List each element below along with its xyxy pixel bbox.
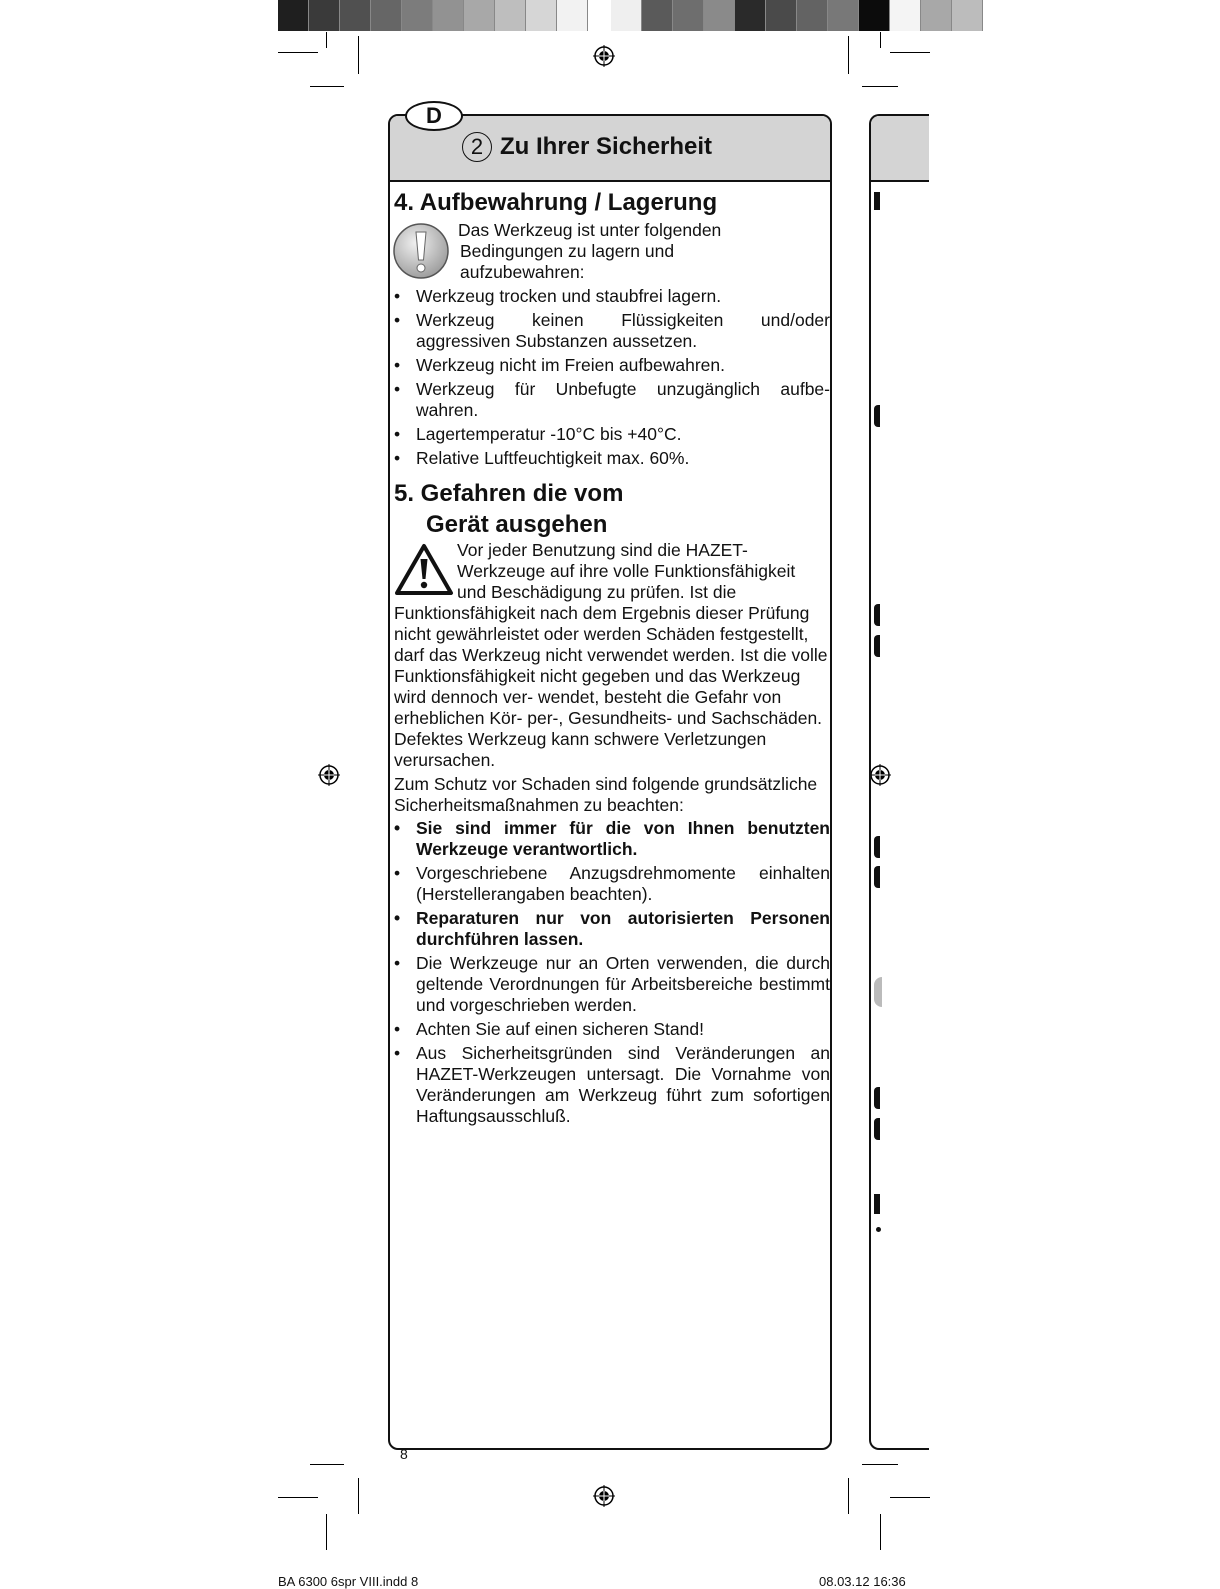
warning-triangle-icon	[394, 542, 454, 596]
color-swatch	[890, 0, 921, 31]
storage-intro-line: Bedingungen zu lagern und	[460, 241, 675, 261]
storage-intro-line: aufzubewahren:	[460, 262, 585, 282]
list-item: • Werkzeug nicht im Freien aufbewahren.	[394, 355, 830, 376]
list-item: • Relative Luftfeuchtigkeit max. 60%.	[394, 448, 830, 469]
color-swatch	[526, 0, 557, 31]
color-swatch	[371, 0, 402, 31]
crop-mark	[278, 1497, 318, 1498]
color-swatch	[704, 0, 735, 31]
section-header	[462, 132, 712, 162]
crop-mark	[310, 1464, 344, 1465]
list-item: • Die Werkzeuge nur an Orten verwenden, die durch geltende Verordnungen für Arbeitsbereiche bestimmt und vorgeschrieben werden.	[394, 953, 830, 1016]
color-swatch	[797, 0, 828, 31]
adjacent-page-fragment	[874, 836, 880, 858]
color-swatch	[859, 0, 890, 31]
section-title: Zu Ihrer Sicherheit	[500, 133, 713, 160]
hazard-warning-body: Funktionsfähigkeit nach dem Ergebnis dieser Prüfung nicht gewährleistet oder werden Schäden festgestellt, darf das Werkzeug nicht verwendet werden. Ist die volle Funktionsfähigkeit nicht gegeben und das Werkzeug wird dennoch ver- wendet, besteht die Gefahr von erheblichen Kör- per-, Gesundheits- und Sachschäden. Defektes Werkzeug kann schwere Verletzungen verursachen.	[394, 603, 828, 770]
storage-intro-line: Das Werkzeug ist unter folgenden	[458, 220, 722, 240]
color-swatch	[402, 0, 433, 31]
crop-mark	[880, 1514, 881, 1550]
adjacent-page-fragment	[874, 635, 880, 657]
hazards-heading	[394, 478, 830, 540]
color-swatch	[611, 0, 642, 31]
crop-mark	[278, 52, 318, 53]
crop-mark	[326, 32, 327, 48]
page-number: 8	[400, 1446, 408, 1462]
list-item: • Aus Sicherheitsgründen sind Veränderungen an HAZET-Werkzeugen untersagt. Die Vornahme von Veränderungen am Werkzeug führt zum sofortigen Haftungsausschluß.	[394, 1043, 830, 1127]
list-item: • Werkzeug für Unbefugte unzugänglich aufbe- wahren.	[394, 379, 830, 421]
adjacent-page-fragment	[874, 405, 880, 427]
crop-mark	[326, 1514, 327, 1550]
adjacent-page-fragment	[874, 192, 880, 210]
crop-mark	[358, 1478, 359, 1514]
list-item: • Reparaturen nur von autorisierten Personen durchführen lassen.	[394, 908, 830, 950]
adjacent-page-fragment	[874, 1194, 880, 1214]
color-swatch	[673, 0, 704, 31]
exclamation-circle-icon	[392, 222, 450, 280]
adjacent-page-fragment	[874, 1118, 880, 1140]
hazard-warning-line: und Beschädigung zu prüfen. Ist die	[457, 582, 737, 602]
color-swatch	[309, 0, 340, 31]
crop-mark	[862, 1464, 898, 1465]
crop-mark	[890, 1497, 930, 1498]
hazard-warning-line: Werkzeuge auf ihre volle Funktionsfähigkeit	[457, 561, 796, 581]
storage-heading: 4. Aufbewahrung / Lagerung	[394, 189, 718, 216]
hazards-section	[394, 478, 830, 1130]
hazard-warning	[394, 540, 830, 603]
color-swatch	[642, 0, 673, 31]
list-item: • Achten Sie auf einen sicheren Stand!	[394, 1019, 830, 1040]
color-swatch	[828, 0, 859, 31]
hazards-heading-line: 5. Gefahren die vom	[394, 480, 624, 507]
crop-mark	[310, 86, 344, 87]
crop-mark	[880, 32, 881, 48]
adjacent-page-fragment	[874, 866, 880, 888]
footer-timestamp: 08.03.12 16:36	[819, 1574, 906, 1589]
language-badge: D	[405, 101, 463, 131]
crop-mark	[848, 36, 849, 74]
registration-mark-icon	[593, 1485, 615, 1507]
color-swatch	[766, 0, 797, 31]
section-number: 2	[462, 132, 492, 162]
color-swatch	[278, 0, 309, 31]
color-swatch	[952, 0, 983, 31]
storage-intro-text	[458, 220, 721, 283]
protection-intro: Zum Schutz vor Schaden sind folgende grundsätzliche Sicherheitsmaßnahmen zu beachten:	[394, 774, 818, 815]
list-item: • Lagertemperatur -10°C bis +40°C.	[394, 424, 830, 445]
crop-mark	[848, 1478, 849, 1514]
adjacent-page-fragment	[876, 1227, 881, 1232]
registration-mark-icon	[318, 764, 340, 786]
footer-file-info: BA 6300 6spr VIII.indd 8	[278, 1574, 419, 1589]
crop-mark	[862, 86, 898, 87]
list-item: • Vorgeschriebene Anzugsdrehmomente einhalten (Herstellerangaben beachten).	[394, 863, 830, 905]
hazard-warning-line: Vor jeder Benutzung sind die HAZET-	[457, 540, 748, 560]
color-swatch	[340, 0, 371, 31]
crop-mark	[358, 36, 359, 74]
adjacent-page-fragment	[874, 1087, 880, 1109]
color-swatch	[557, 0, 588, 31]
hazards-heading-line: Gerät ausgehen	[426, 511, 608, 538]
list-item: • Werkzeug keinen Flüssigkeiten und/oder aggressiven Substanzen aussetzen.	[394, 310, 830, 352]
color-bar-left	[278, 0, 588, 31]
color-swatch	[433, 0, 464, 31]
list-item: • Werkzeug trocken und staubfrei lagern.	[394, 286, 830, 307]
color-bar-right	[611, 0, 983, 31]
adjacent-page-header	[871, 116, 929, 182]
color-swatch	[735, 0, 766, 31]
adjacent-page-fragment	[874, 604, 880, 626]
storage-list	[394, 286, 830, 469]
hazard-warning-text	[457, 540, 795, 603]
adjacent-page-fragment	[874, 977, 882, 1007]
adjacent-page-panel	[869, 114, 929, 1450]
list-item: • Sie sind immer für die von Ihnen benutzten Werkzeuge verantwortlich.	[394, 818, 830, 860]
registration-mark-icon	[593, 45, 615, 67]
color-swatch	[464, 0, 495, 31]
color-swatch	[921, 0, 952, 31]
storage-section	[394, 187, 830, 472]
safety-measures-list	[394, 818, 830, 1127]
color-swatch	[495, 0, 526, 31]
storage-intro	[394, 220, 830, 286]
crop-mark	[890, 52, 930, 53]
